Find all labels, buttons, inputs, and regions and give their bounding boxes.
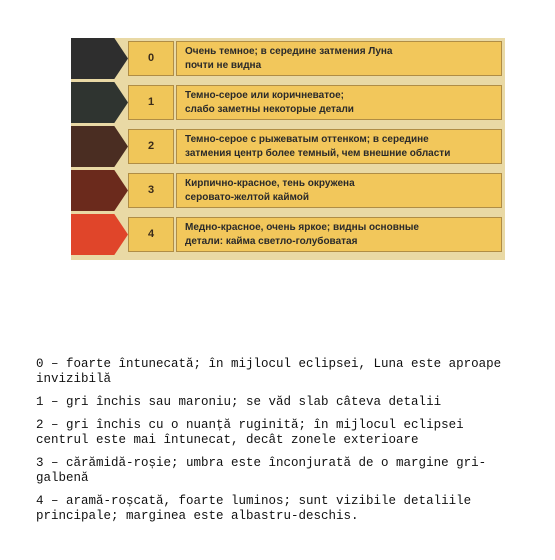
translation-item-0: 0 – foarte întunecată; în mijlocul eclipsei, Luna este aproape invizibilă [36, 357, 502, 386]
translation-item-3: 3 – cărămidă-roșie; umbra este înconjurată de o margine gri- galbenă [36, 456, 487, 485]
scale-number-0: 0 [128, 41, 174, 76]
scale-row-4 [71, 214, 505, 255]
scale-number-3: 3 [128, 173, 174, 208]
translation-item-2: 2 – gri închis cu o nuanță ruginită; în mijlocul eclipsei centrul este mai întunecat, decât zonele exterioare [36, 418, 464, 447]
translation-item-4: 4 – aramă-roșcată, foarte luminos; sunt vizibile detaliile principale; marginea este albastru-deschis. [36, 494, 472, 523]
color-swatch-1 [71, 82, 128, 123]
scale-description-3: Кирпично-красное, тень окружена серовато-желтой каймой [176, 173, 502, 208]
scale-row-3 [71, 170, 505, 211]
color-swatch-2 [71, 126, 128, 167]
scale-description-0: Очень темное; в середине затмения Луна почти не видна [176, 41, 502, 76]
color-swatch-4 [71, 214, 128, 255]
color-swatch-3 [71, 170, 128, 211]
scale-row-2 [71, 126, 505, 167]
scale-description-2: Темно-серое с рыжеватым оттенком; в середине затмения центр более темный, чем внешние области [176, 129, 502, 164]
danjon-scale-table [71, 38, 505, 260]
scale-row-0 [71, 38, 505, 79]
scale-number-4: 4 [128, 217, 174, 252]
color-swatch-0 [71, 38, 128, 79]
scale-row-1 [71, 82, 505, 123]
scale-number-2: 2 [128, 129, 174, 164]
romanian-translation [36, 357, 546, 532]
scale-description-4: Медно-красное, очень яркое; видны основные детали: кайма светло-голубоватая [176, 217, 502, 252]
translation-item-1: 1 – gri închis sau maroniu; se văd slab câteva detalii [36, 395, 442, 409]
scale-number-1: 1 [128, 85, 174, 120]
scale-description-1: Темно-серое или коричневатое; слабо заметны некоторые детали [176, 85, 502, 120]
